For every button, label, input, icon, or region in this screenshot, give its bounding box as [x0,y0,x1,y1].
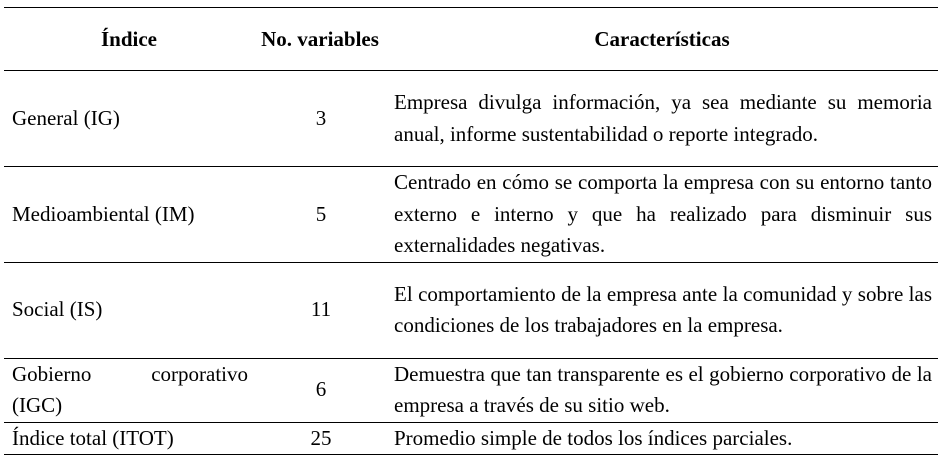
row-index: Gobierno corporativo (IGC) [12,361,248,417]
row-characteristics: El comportamiento de la empresa ante la comunidad y sobre las condiciones de los trabajadores en la empresa. [394,281,932,337]
header-index: Índice [100,26,157,51]
table-row [4,422,938,455]
row-variables: 11 [310,297,332,322]
row-characteristics: Demuestra que tan transparente es el gobierno corporativo de la empresa a través de su sitio web. [394,361,932,417]
row-characteristics: Centrado en cómo se comporta la empresa con su entorno tanto externo e interno y que ha realizado para disminuir sus externalidades negativas. [394,170,932,257]
table-row [4,167,938,263]
row-variables: 6 [315,377,327,402]
row-characteristics: Empresa divulga información, ya sea mediante su memoria anual, informe sustentabilidad o reporte integrado. [394,90,932,146]
row-variables: 25 [310,425,332,450]
table-row [4,71,938,167]
table-body [4,71,938,455]
row-variables: 5 [315,201,327,226]
header-row [4,8,938,71]
indices-table [4,7,938,455]
row-characteristics: Promedio simple de todos los índices parciales. [394,425,793,450]
table-row [4,262,938,358]
table-header [4,8,938,71]
row-index: Social (IS) [12,297,103,322]
row-index: Medioambiental (IM) [12,201,195,226]
row-index: General (IG) [12,105,120,130]
row-variables: 3 [315,105,327,130]
header-characteristics: Características [594,26,730,51]
table-row [4,358,938,422]
header-variables: No. variables [261,26,379,51]
row-index: Índice total (ITOT) [12,425,174,450]
